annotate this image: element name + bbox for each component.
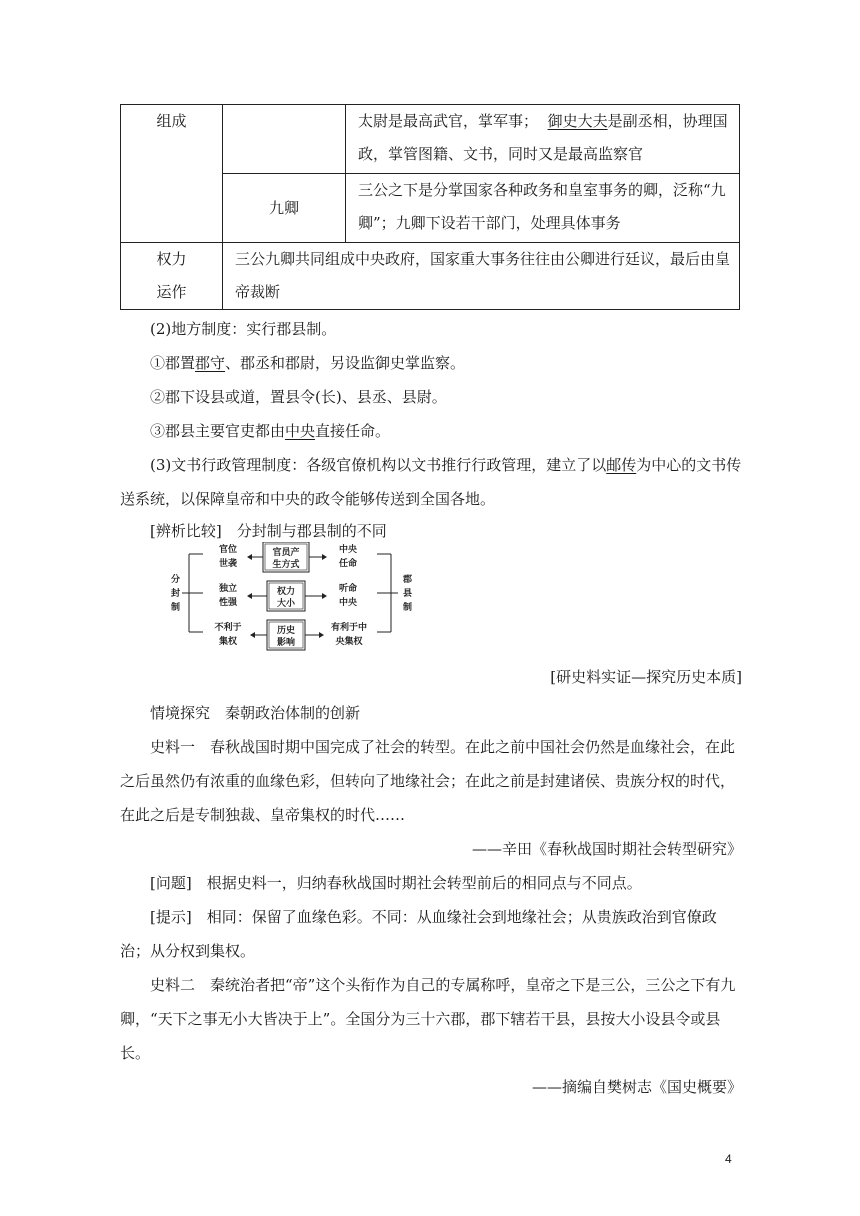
center-cell-text: 生方式 [272,560,300,570]
right-cell-text: 央集权 [335,637,363,647]
comparison-diagram [163,542,421,656]
diagram-row-2 [218,581,357,611]
source-one-text: 史料一 春秋战国时期中国完成了社会的转型。在此之前中国社会仍然是血缘社会，在此之后虽然仍有浓重的血缘色彩，但转向了地缘社会；在此之前是封建诸侯、贵族分权的时代，在此之后是专制独裁、皇帝集权的时代…… [120,738,736,824]
underlined-term: 邮传 [606,456,637,474]
right-cell-text: 中央 [338,598,358,608]
text-segment: 直接任命。 [315,422,391,440]
center-cell-text: 大小 [276,599,296,609]
left-brace [182,554,203,632]
left-cell-text: 世袭 [218,559,238,569]
underlined-term: 郡守 [195,354,226,372]
local-system-heading: (2)地方制度：实行郡县制。 [150,320,337,338]
arrow-head [322,593,327,599]
document-admin-paragraph [120,448,742,516]
right-cell-text: 听命 [338,584,358,594]
situation-title: 情境探究 秦朝政治体制的创新 [150,704,361,722]
label-line: 运作 [156,283,187,301]
hint-text: [提示] 相同：保留了血缘色彩。不同：从血缘社会到地缘社会；从贵族政治到官僚政治；从分权到集权。 [120,908,717,960]
right-cell-text: 有利于中 [330,623,368,633]
right-brace [377,554,398,632]
right-cell-text: 中央 [338,545,358,555]
diagram-row-3 [214,620,367,650]
right-label-char: 郡 [403,575,413,585]
table-empty-cell [223,105,346,174]
table-label-power-operation [121,243,223,310]
cell-text: 太尉是最高武官，掌军事； [358,112,539,130]
table-cell-three-dukes [346,105,740,174]
arrow-head [322,554,327,560]
table-row [121,105,740,174]
table-label-nine-ministers: 九卿 [223,174,346,243]
section-title: [研史料实证—探究历史本质] [550,668,742,686]
text-segment: 、郡丞和郡尉，另设监御史掌监察。 [225,354,466,372]
table-cell-power-operation: 三公九卿共同组成中央政府，国家重大事务往往由公卿进行廷议，最后由皇帝裁断 [223,243,740,310]
arrow-head [319,632,324,638]
underlined-term: 中央 [285,422,316,440]
left-label-char: 分 [171,575,181,585]
cell-text: 是副丞相，协理国政，掌管图籍、文书，同时又是最高监察官 [358,112,728,163]
source-two-citation: ——摘编自樊树志《国史概要》 [531,1078,742,1096]
right-label-char: 制 [403,603,413,613]
left-cell-text: 集权 [218,637,238,647]
local-item-3 [120,414,742,448]
arrow-head [250,632,255,638]
left-label-char: 制 [171,603,181,613]
label-line: 权力 [156,250,187,268]
left-cell-text: 官位 [218,545,238,555]
table-cell-nine-ministers: 三公之下是分掌国家各种政务和皇室事务的卿，泛称“九卿”；九卿下设若干部门，处理具体事务 [346,174,740,243]
text-segment: (3)文书行政管理制度：各级官僚机构以文书推行行政管理，建立了以 [150,456,607,474]
question-text: [问题] 根据史料一，归纳春秋战国时期社会转型前后的相同点与不同点。 [150,874,642,892]
arrow-head [247,593,252,599]
underlined-term: 御史大夫 [547,112,608,130]
local-item-2: ②郡下设县或道，置县令(长)、县丞、县尉。 [150,388,447,406]
left-label-char: 封 [171,589,181,599]
center-cell-text: 影响 [276,638,296,648]
compare-title: [辨析比较] 分封制与郡县制的不同 [150,522,387,540]
table-row [121,243,740,310]
left-cell-text: 性强 [218,598,238,608]
table-label-composition: 组成 [121,105,223,243]
text-segment: 为中心的文书传送系统，以保障皇帝和中央的政令能够传送到全国各地。 [120,456,742,508]
source-two-text: 史料二 秦统治者把“帝”这个头衔作为自己的专属称呼，皇帝之下是三公，三公之下有九卿，“天下之事无小大皆决于上”。全国分为三十六郡，郡下辖若干县，县按大小设县令或县长。 [120,976,736,1062]
center-cell-text: 官员产 [272,548,300,558]
diagram-row-1 [219,542,357,572]
right-cell-text: 任命 [338,559,358,569]
local-item-1 [120,346,742,380]
right-label-char: 县 [403,589,413,599]
central-government-table [120,104,740,310]
page-number: 4 [725,1152,732,1166]
left-cell-text: 独立 [218,584,238,594]
center-cell-text: 权力 [276,587,296,597]
source-one-citation: ——辛田《春秋战国时期社会转型研究》 [471,840,742,858]
center-cell-text: 历史 [276,626,296,636]
left-cell-text: 不利于 [214,623,242,633]
text-segment: ①郡置 [150,354,196,372]
text-segment: ③郡县主要官吏都由 [150,422,286,440]
arrow-head [247,554,252,560]
